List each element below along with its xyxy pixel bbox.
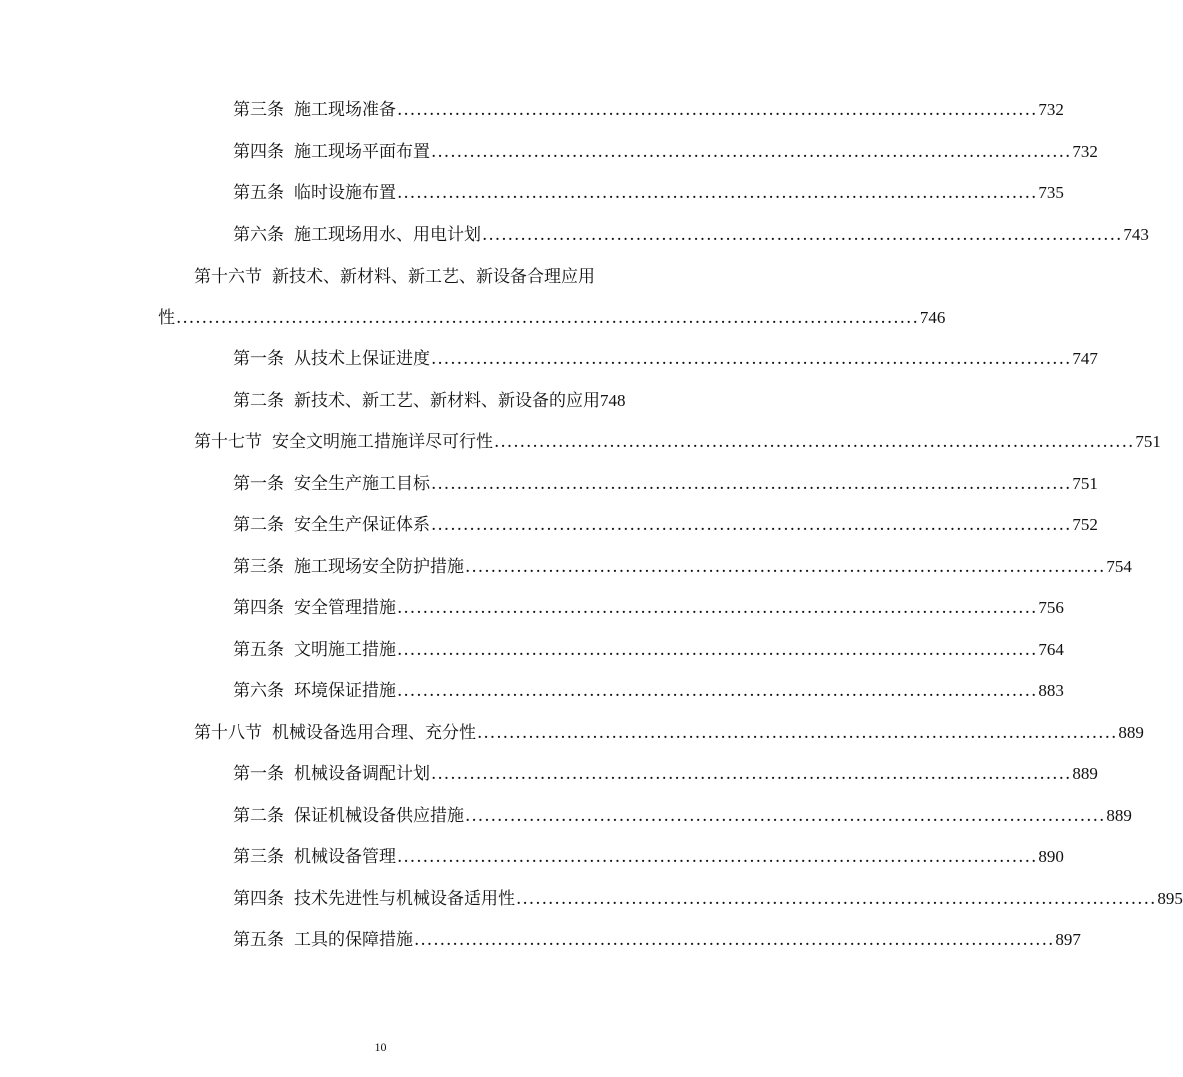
dot-leader: .................................................................................................... <box>516 889 1157 909</box>
dot-leader: .................................................................................................... <box>431 142 1072 162</box>
entry-title: 施工现场平面布置 <box>294 142 430 162</box>
entry-label: 第三条 <box>233 847 284 867</box>
toc-section-continuation <box>158 306 946 330</box>
toc-entry <box>233 845 1064 869</box>
entry-page: 743 <box>1123 225 1149 244</box>
entry-title: 安全生产保证体系 <box>294 515 430 535</box>
toc-entry <box>233 98 1064 122</box>
entry-page: 747 <box>1072 349 1098 368</box>
dot-leader: .................................................................................................... <box>431 764 1072 784</box>
entry-title: 新技术、新材料、新工艺、新设备合理应用 <box>272 267 595 287</box>
entry-title-continuation: 性 <box>158 308 175 328</box>
entry-label: 第三条 <box>233 100 284 120</box>
entry-title: 临时设施布置 <box>294 183 396 203</box>
entry-title: 机械设备调配计划 <box>294 764 430 784</box>
dot-leader: .................................................................................................... <box>414 930 1055 950</box>
entry-label: 第四条 <box>233 142 284 162</box>
toc-entry <box>233 555 1132 579</box>
dot-leader: .................................................................................................... <box>465 806 1106 826</box>
entry-page: 889 <box>1106 806 1132 825</box>
entry-page: 895 <box>1157 889 1183 908</box>
entry-title: 从技术上保证进度 <box>294 349 430 369</box>
toc-entry <box>233 140 1098 164</box>
entry-page: 883 <box>1038 681 1064 700</box>
entry-label: 第二条 <box>233 515 284 535</box>
toc-section-heading <box>194 430 1161 454</box>
entry-label: 第十七节 <box>194 432 262 452</box>
toc-entry <box>233 928 1081 952</box>
entry-page: 890 <box>1038 847 1064 866</box>
entry-page: 735 <box>1038 183 1064 202</box>
entry-label: 第二条 <box>233 391 284 411</box>
entry-page: 764 <box>1038 640 1064 659</box>
entry-title: 技术先进性与机械设备适用性 <box>294 889 515 909</box>
entry-page: 746 <box>919 308 946 327</box>
entry-page: 732 <box>1038 100 1064 119</box>
dot-leader: .................................................................................................... <box>494 432 1135 452</box>
entry-title: 工具的保障措施 <box>294 930 413 950</box>
entry-page: 752 <box>1072 515 1098 534</box>
entry-page: 756 <box>1038 598 1064 617</box>
dot-leader: .................................................................................................... <box>397 847 1038 867</box>
dot-leader: .................................................................................................... <box>397 598 1038 618</box>
entry-page: 897 <box>1055 930 1081 949</box>
dot-leader: .................................................................................................... <box>431 349 1072 369</box>
toc-entry <box>233 596 1064 620</box>
entry-label: 第十八节 <box>194 723 262 743</box>
dot-leader: .................................................................................................... <box>397 100 1038 120</box>
entry-title: 机械设备选用合理、充分性 <box>272 723 476 743</box>
dot-leader: .................................................................................................... <box>431 474 1072 494</box>
entry-title: 安全生产施工目标 <box>294 474 430 494</box>
toc-entry <box>233 804 1132 828</box>
entry-page: 732 <box>1072 142 1098 161</box>
toc-entry <box>233 679 1064 703</box>
toc-entry <box>233 762 1098 786</box>
entry-title: 安全文明施工措施详尽可行性 <box>272 432 493 452</box>
entry-page: 751 <box>1072 474 1098 493</box>
entry-label: 第六条 <box>233 681 284 701</box>
toc-section-heading <box>194 265 595 289</box>
entry-page: 748 <box>600 391 626 410</box>
entry-title: 环境保证措施 <box>294 681 396 701</box>
toc-entry <box>233 513 1098 537</box>
toc-entry <box>233 472 1098 496</box>
entry-label: 第一条 <box>233 349 284 369</box>
toc-section-heading <box>194 721 1144 745</box>
entry-page: 889 <box>1118 723 1144 742</box>
entry-label: 第五条 <box>233 183 284 203</box>
dot-leader: .................................................................................................... <box>397 681 1038 701</box>
entry-label: 第二条 <box>233 806 284 826</box>
entry-title: 新技术、新工艺、新材料、新设备的应用 <box>294 391 600 411</box>
entry-page: 751 <box>1135 432 1161 451</box>
entry-title: 施工现场准备 <box>294 100 396 120</box>
dot-leader: .................................................................................................................... <box>176 308 919 328</box>
entry-label: 第五条 <box>233 930 284 950</box>
entry-label: 第一条 <box>233 474 284 494</box>
entry-label: 第三条 <box>233 557 284 577</box>
dot-leader: .................................................................................................... <box>431 515 1072 535</box>
dot-leader: .................................................................................................... <box>465 557 1106 577</box>
page-number: 10 <box>374 1040 387 1054</box>
toc-entry <box>233 347 1098 371</box>
entry-title: 文明施工措施 <box>294 640 396 660</box>
dot-leader: .................................................................................................... <box>477 723 1118 743</box>
dot-leader: .................................................................................................... <box>482 225 1123 245</box>
toc-entry <box>233 181 1064 205</box>
entry-title: 施工现场安全防护措施 <box>294 557 464 577</box>
entry-label: 第一条 <box>233 764 284 784</box>
entry-page: 754 <box>1106 557 1132 576</box>
toc-entry <box>233 223 1149 247</box>
entry-label: 第五条 <box>233 640 284 660</box>
entry-title: 安全管理措施 <box>294 598 396 618</box>
toc-entry <box>233 887 1183 911</box>
entry-label: 第四条 <box>233 598 284 618</box>
entry-label: 第十六节 <box>194 267 262 287</box>
dot-leader: .................................................................................................... <box>397 640 1038 660</box>
entry-label: 第六条 <box>233 225 284 245</box>
entry-title: 施工现场用水、用电计划 <box>294 225 481 245</box>
toc-entry <box>233 389 661 413</box>
entry-page: 889 <box>1072 764 1098 783</box>
dot-leader: .................................................................................................... <box>397 183 1038 203</box>
entry-title: 保证机械设备供应措施 <box>294 806 464 826</box>
toc-entry <box>233 638 1064 662</box>
entry-label: 第四条 <box>233 889 284 909</box>
entry-title: 机械设备管理 <box>294 847 396 867</box>
